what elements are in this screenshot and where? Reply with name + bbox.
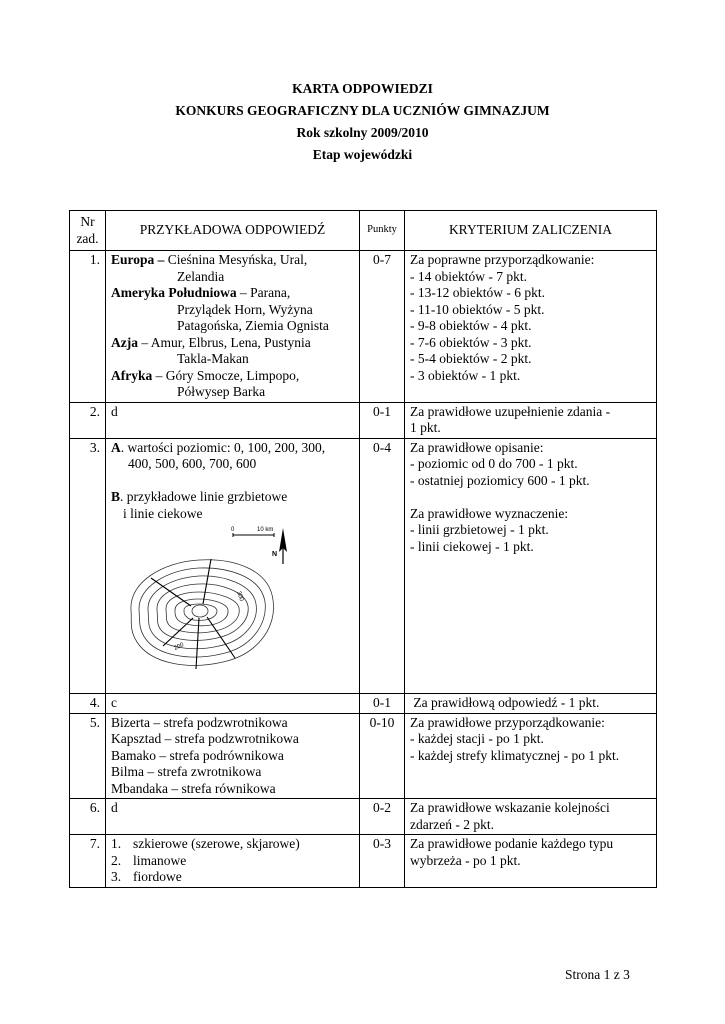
row-points: 0-2 — [360, 799, 405, 835]
region-text: – Parana, — [240, 285, 291, 300]
row-answer: d — [106, 799, 360, 835]
criteria-line: 1 pkt. — [410, 420, 441, 435]
region-name: Afryka — [111, 367, 153, 383]
region-name: Ameryka Południowa — [111, 285, 237, 300]
list-item-text: limanowe — [133, 852, 187, 868]
criteria-line: zdarzeń - 2 pkt. — [410, 816, 494, 832]
row-answer — [106, 835, 360, 888]
answer-table — [69, 210, 657, 888]
title-line-2: KONKURS GEOGRAFICZNY DLA UCZNIÓW GIMNAZJUM — [175, 103, 550, 118]
region-text: Przylądek Horn, Wyżyna — [177, 301, 313, 317]
criteria-line: Za prawidłowe przyporządkowanie: — [410, 714, 605, 730]
station-line: Kapsztad – strefa podzwrotnikowa — [111, 731, 299, 746]
criteria-line: - linii grzbietowej - 1 pkt. — [410, 522, 549, 537]
contour-map-figure — [111, 522, 301, 692]
row-criteria — [405, 799, 657, 835]
row-criteria — [405, 713, 657, 799]
table-row — [70, 251, 657, 403]
row-number: 2. — [70, 402, 106, 438]
region-text: Półwysep Barka — [177, 384, 266, 399]
list-item-text: fiordowe — [133, 869, 182, 884]
row-number: 5. — [70, 713, 106, 799]
criteria-line: - 3 obiektów - 1 pkt. — [410, 367, 521, 383]
row-points: 0-3 — [360, 835, 405, 888]
criteria-line: - każdej stacji - po 1 pkt. — [410, 731, 544, 746]
map-scale-label: 10 km — [257, 527, 274, 533]
contour-lines — [131, 560, 274, 666]
criteria-line: Za prawidłowe uzupełnienie zdania - — [410, 403, 611, 419]
row-number: 1. — [70, 251, 106, 403]
title-line-1: KARTA ODPOWIEDZI — [292, 81, 433, 96]
row-points: 0-4 — [360, 438, 405, 694]
row-points: 0-1 — [360, 402, 405, 438]
criteria-line: Za poprawne przyporządkowanie: — [410, 252, 595, 267]
station-line: Bamako – strefa podrównikowa — [111, 747, 284, 763]
region-name: Europa – — [111, 252, 165, 267]
criteria-line: - 7-6 obiektów - 3 pkt. — [410, 334, 532, 350]
part-b-label: B — [111, 489, 121, 504]
part-b-text: i linie ciekowe — [123, 505, 203, 521]
table-row — [70, 799, 657, 835]
region-text: Cieśnina Mesyńska, Ural, — [167, 252, 308, 267]
row-criteria — [405, 835, 657, 888]
row-answer: c — [106, 694, 360, 714]
station-line: Bilma – strefa zwrotnikowa — [111, 764, 262, 779]
criteria-line: - poziomic od 0 do 700 - 1 pkt. — [410, 456, 578, 471]
criteria-line: - 14 obiektów - 7 pkt. — [410, 268, 527, 284]
map-north-label: N — [272, 551, 278, 558]
page-number: Strona 1 z 3 — [565, 967, 630, 982]
row-criteria — [405, 402, 657, 438]
map-contour-label: 200 — [173, 642, 185, 652]
region-text: – Amur, Elbrus, Lena, Pustynia — [141, 334, 311, 350]
map-scale-zero: 0 — [231, 527, 235, 533]
table-row — [70, 713, 657, 799]
criteria-line: Za prawidłowe podanie każdego typu — [410, 836, 614, 851]
row-answer — [106, 251, 360, 403]
list-item — [111, 869, 354, 886]
station-line: Bizerta – strefa podzwrotnikowa — [111, 714, 288, 730]
table-row — [70, 835, 657, 888]
row-number: 6. — [70, 799, 106, 835]
list-item — [111, 836, 354, 853]
criteria-line: - 13-12 obiektów - 6 pkt. — [410, 285, 545, 300]
list-item-number: 2. — [111, 852, 122, 868]
criteria-line: wybrzeża - po 1 pkt. — [410, 852, 521, 868]
region-name: Azja — [111, 334, 138, 350]
criteria-line: - 5-4 obiektów - 2 pkt. — [410, 351, 532, 366]
table-header-row — [70, 211, 657, 251]
row-answer — [106, 713, 360, 799]
criteria-line: - każdej strefy klimatycznej - po 1 pkt. — [410, 747, 620, 763]
list-item — [111, 853, 354, 870]
contour-map — [111, 522, 354, 692]
map-contour-label: 300 — [235, 590, 245, 603]
table-row — [70, 694, 657, 714]
header-criteria: KRYTERIUM ZALICZENIA — [405, 211, 657, 251]
part-a-text: 400, 500, 600, 700, 600 — [128, 456, 257, 471]
header-answer: PRZYKŁADOWA ODPOWIEDŹ — [106, 211, 360, 251]
region-text: Takla-Makan — [177, 351, 249, 366]
row-points: 0-1 — [360, 694, 405, 714]
region-text: Zelandia — [177, 268, 225, 284]
row-number: 4. — [70, 694, 106, 714]
row-answer — [106, 438, 360, 694]
part-b-text: . przykładowe linie grzbietowe — [120, 489, 288, 504]
station-line: Mbandaka – strefa równikowa — [111, 780, 276, 796]
criteria-line: - 11-10 obiektów - 5 pkt. — [410, 301, 545, 317]
criteria-line: - 9-8 obiektów - 4 pkt. — [410, 318, 532, 333]
criteria-line: - ostatniej poziomicy 600 - 1 pkt. — [410, 472, 590, 488]
region-text: – Góry Smocze, Limpopo, — [155, 367, 300, 383]
row-criteria — [405, 251, 657, 403]
criteria-line: - linii ciekowej - 1 pkt. — [410, 538, 534, 554]
row-points: 0-7 — [360, 251, 405, 403]
criteria-line: Za prawidłowe wskazanie kolejności — [410, 800, 610, 815]
region-text: Patagońska, Ziemia Ognista — [177, 318, 329, 333]
row-number: 7. — [70, 835, 106, 888]
header-points: Punkty — [360, 211, 405, 251]
part-a-label: A — [111, 439, 121, 455]
row-points: 0-10 — [360, 713, 405, 799]
criteria-line: Za prawidłowe wyznaczenie: — [410, 505, 569, 521]
document-header — [0, 78, 725, 166]
row-answer: d — [106, 402, 360, 438]
header-nr: Nr zad. — [70, 211, 106, 251]
title-line-4: Etap wojewódzki — [312, 147, 413, 162]
table-row — [70, 438, 657, 694]
title-line-3: Rok szkolny 2009/2010 — [296, 125, 429, 140]
criteria-line: Za prawidłowe opisanie: — [410, 439, 544, 455]
table-row — [70, 402, 657, 438]
row-criteria — [405, 438, 657, 694]
list-item-text: szkierowe (szerowe, skjarowe) — [133, 836, 300, 851]
list-item-number: 3. — [111, 869, 122, 884]
row-criteria: Za prawidłową odpowiedź - 1 pkt. — [405, 694, 657, 714]
part-a-text: . wartości poziomic: 0, 100, 200, 300, — [120, 439, 326, 455]
list-item-number: 1. — [111, 836, 122, 851]
row-number: 3. — [70, 438, 106, 694]
